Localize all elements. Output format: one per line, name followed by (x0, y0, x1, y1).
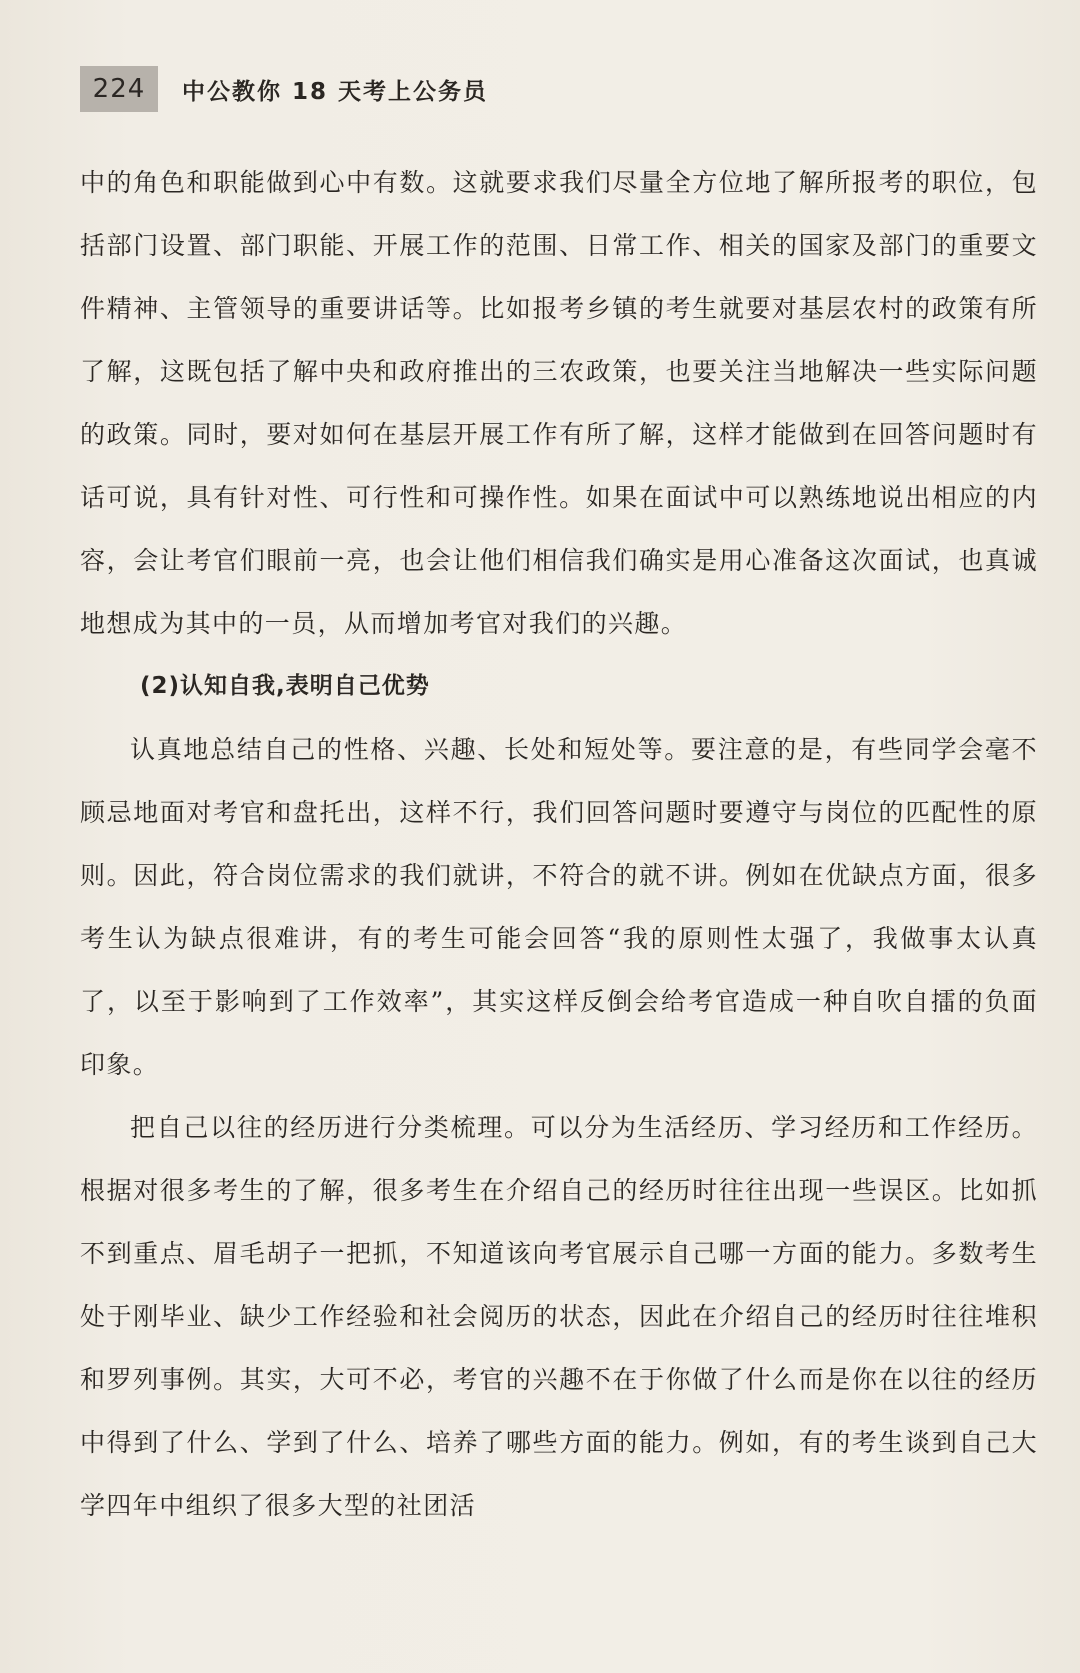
section-heading: (2)认知自我,表明自己优势 (140, 673, 430, 699)
paragraph-self-awareness: 认真地总结自己的性格、兴趣、长处和短处等。要注意的是，有些同学会毫不顾忌地面对考官和盘托出，这样不行，我们回答问题时要遵守与岗位的匹配性的原则。因此，符合岗位需求的我们就讲，不符合的就不讲。例如在优缺点方面，很多考生认为缺点很难讲，有的考生可能会回答“我的原则性太强了，我做事太认真了，以至于影响到了工作效率”，其实这样反倒会给考官造成一种自吹自擂的负面印象。 (80, 735, 1038, 1079)
running-title: 中公教你 18 天考上公务员 (182, 78, 489, 105)
paragraph-continuation: 中的角色和职能做到心中有数。这就要求我们尽量全方位地了解所报考的职位，包括部门设置、部门职能、开展工作的范围、日常工作、相关的国家及部门的重要文件精神、主管领导的重要讲话等。比如报考乡镇的考生就要对基层农村的政策有所了解，这既包括了解中央和政府推出的三农政策，也要关注当地解决一些实际问题的政策。同时，要对如何在基层开展工作有所了解，这样才能做到在回答问题时有话可说，具有针对性、可行性和可操作性。如果在面试中可以熟练地说出相应的内容，会让考官们眼前一亮，也会让他们相信我们确实是用心准备这次面试，也真诚地想成为其中的一员，从而增加考官对我们的兴趣。 (80, 168, 1038, 638)
body-text (80, 151, 1038, 1537)
paragraph-experience: 把自己以往的经历进行分类梳理。可以分为生活经历、学习经历和工作经历。根据对很多考生的了解，很多考生在介绍自己的经历时往往出现一些误区。比如抓不到重点、眉毛胡子一把抓，不知道该向考官展示自己哪一方面的能力。多数考生处于刚毕业、缺少工作经验和社会阅历的状态，因此在介绍自己的经历时往往堆积和罗列事例。其实，大可不必，考官的兴趣不在于你做了什么而是你在以往的经历中得到了什么、学到了什么、培养了哪些方面的能力。例如，有的考生谈到自己大学四年中组织了很多大型的社团活 (80, 1113, 1038, 1520)
page-number: 224 (80, 66, 158, 112)
page-header (80, 66, 488, 112)
